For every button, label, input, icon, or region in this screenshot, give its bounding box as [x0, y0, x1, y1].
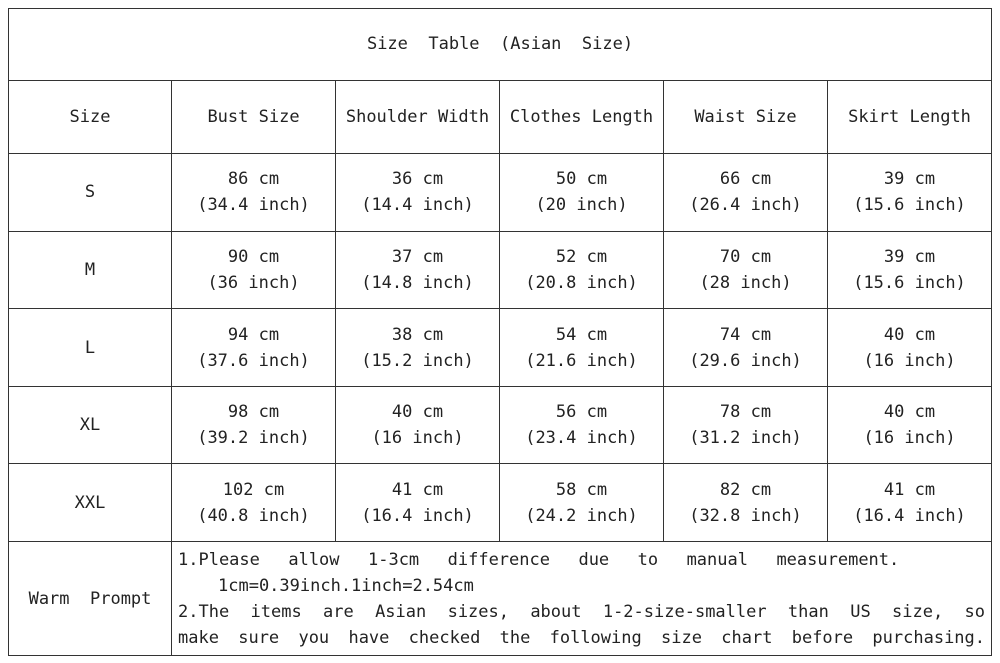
warm-prompt-text	[172, 542, 992, 656]
cell-clothes-length	[500, 309, 664, 387]
inch-value: (40.8 inch)	[197, 505, 310, 526]
cell-shoulder-width	[336, 386, 500, 464]
size-table	[8, 8, 992, 656]
inch-value: (14.4 inch)	[361, 195, 474, 216]
cm-value: 66 cm	[719, 169, 772, 190]
inch-value: (16 inch)	[863, 350, 956, 371]
inch-value: (15.2 inch)	[361, 350, 474, 371]
header-bust-size: Bust Size	[172, 80, 336, 154]
inch-value: (20 inch)	[535, 195, 628, 216]
cm-value: 41 cm	[391, 479, 444, 500]
cell-bust-size	[172, 231, 336, 309]
cell-clothes-length	[500, 231, 664, 309]
cell-shoulder-width	[336, 464, 500, 542]
cell-bust-size	[172, 309, 336, 387]
cm-value: 50 cm	[555, 169, 608, 190]
inch-value: (34.4 inch)	[197, 195, 310, 216]
size-label: XL	[9, 386, 172, 464]
cell-waist-size	[664, 309, 828, 387]
inch-value: (32.8 inch)	[689, 505, 802, 526]
cm-value: 94 cm	[227, 324, 280, 345]
size-label: L	[9, 309, 172, 387]
cm-value: 58 cm	[555, 479, 608, 500]
inch-value: (39.2 inch)	[197, 428, 310, 449]
prompt-line-2: 2.The items are Asian sizes, about 1-2-size-smaller than US size, so	[178, 601, 986, 622]
inch-value: (36 inch)	[207, 273, 300, 293]
inch-value: (29.6 inch)	[689, 350, 802, 371]
inch-value: (16.4 inch)	[361, 505, 474, 526]
cell-bust-size	[172, 464, 336, 542]
cell-skirt-length	[828, 154, 992, 232]
inch-value: (15.6 inch)	[853, 195, 966, 216]
cm-value: 36 cm	[391, 169, 444, 190]
table-title: Size Table (Asian Size)	[9, 9, 992, 81]
cm-value: 40 cm	[883, 402, 936, 423]
inch-value: (14.8 inch)	[361, 273, 474, 293]
cm-value: 39 cm	[883, 169, 936, 190]
cm-value: 40 cm	[883, 324, 936, 345]
cell-clothes-length	[500, 386, 664, 464]
cm-value: 78 cm	[719, 402, 772, 423]
cell-clothes-length	[500, 464, 664, 542]
cell-bust-size	[172, 386, 336, 464]
inch-value: (16.4 inch)	[853, 505, 966, 526]
inch-value: (21.6 inch)	[525, 350, 638, 371]
inch-value: (20.8 inch)	[525, 273, 638, 293]
cm-value: 39 cm	[883, 247, 936, 267]
header-shoulder-width: Shoulder Width	[336, 80, 500, 154]
inch-value: (26.4 inch)	[689, 195, 802, 216]
cell-skirt-length	[828, 231, 992, 309]
cm-value: 70 cm	[719, 247, 772, 267]
cm-value: 86 cm	[227, 169, 280, 190]
cell-waist-size	[664, 386, 828, 464]
cm-value: 90 cm	[227, 247, 280, 267]
cell-waist-size	[664, 231, 828, 309]
cell-shoulder-width	[336, 231, 500, 309]
inch-value: (24.2 inch)	[525, 505, 638, 526]
cell-bust-size	[172, 154, 336, 232]
cm-value: 56 cm	[555, 402, 608, 423]
header-clothes-length: Clothes Length	[500, 80, 664, 154]
cm-value: 37 cm	[391, 247, 444, 267]
header-size: Size	[9, 80, 172, 154]
cm-value: 40 cm	[391, 402, 444, 423]
inch-value: (31.2 inch)	[689, 428, 802, 449]
inch-value: (16 inch)	[863, 428, 956, 449]
warm-prompt-label: Warm Prompt	[9, 542, 172, 656]
cm-value: 82 cm	[719, 479, 772, 500]
inch-value: (16 inch)	[371, 428, 464, 449]
cell-skirt-length	[828, 309, 992, 387]
cm-value: 38 cm	[391, 324, 444, 345]
prompt-line-1b: 1cm=0.39inch.1inch=2.54cm	[218, 575, 474, 596]
size-label: M	[9, 231, 172, 309]
table-row	[9, 386, 992, 464]
cm-value: 41 cm	[883, 479, 936, 500]
table-row	[9, 309, 992, 387]
cell-waist-size	[664, 154, 828, 232]
inch-value: (37.6 inch)	[197, 350, 310, 371]
cm-value: 52 cm	[555, 247, 608, 267]
prompt-line-1: 1.Please allow 1-3cm difference due to manual measurement.	[178, 549, 900, 570]
header-row	[9, 80, 992, 154]
cm-value: 98 cm	[227, 402, 280, 423]
warm-prompt-row	[9, 542, 992, 656]
cell-shoulder-width	[336, 309, 500, 387]
cell-clothes-length	[500, 154, 664, 232]
cm-value: 54 cm	[555, 324, 608, 345]
inch-value: (23.4 inch)	[525, 428, 638, 449]
header-waist-size: Waist Size	[664, 80, 828, 154]
table-row	[9, 231, 992, 309]
header-skirt-length: Skirt Length	[828, 80, 992, 154]
cell-shoulder-width	[336, 154, 500, 232]
inch-value: (15.6 inch)	[853, 273, 966, 293]
size-label: S	[9, 154, 172, 232]
prompt-line-3: make sure you have checked the following size chart before purchasing.	[178, 627, 986, 648]
cm-value: 102 cm	[222, 479, 285, 500]
cell-waist-size	[664, 464, 828, 542]
cell-skirt-length	[828, 464, 992, 542]
table-row	[9, 154, 992, 232]
cell-skirt-length	[828, 386, 992, 464]
cm-value: 74 cm	[719, 324, 772, 345]
size-label: XXL	[9, 464, 172, 542]
table-row	[9, 464, 992, 542]
inch-value: (28 inch)	[699, 273, 792, 293]
